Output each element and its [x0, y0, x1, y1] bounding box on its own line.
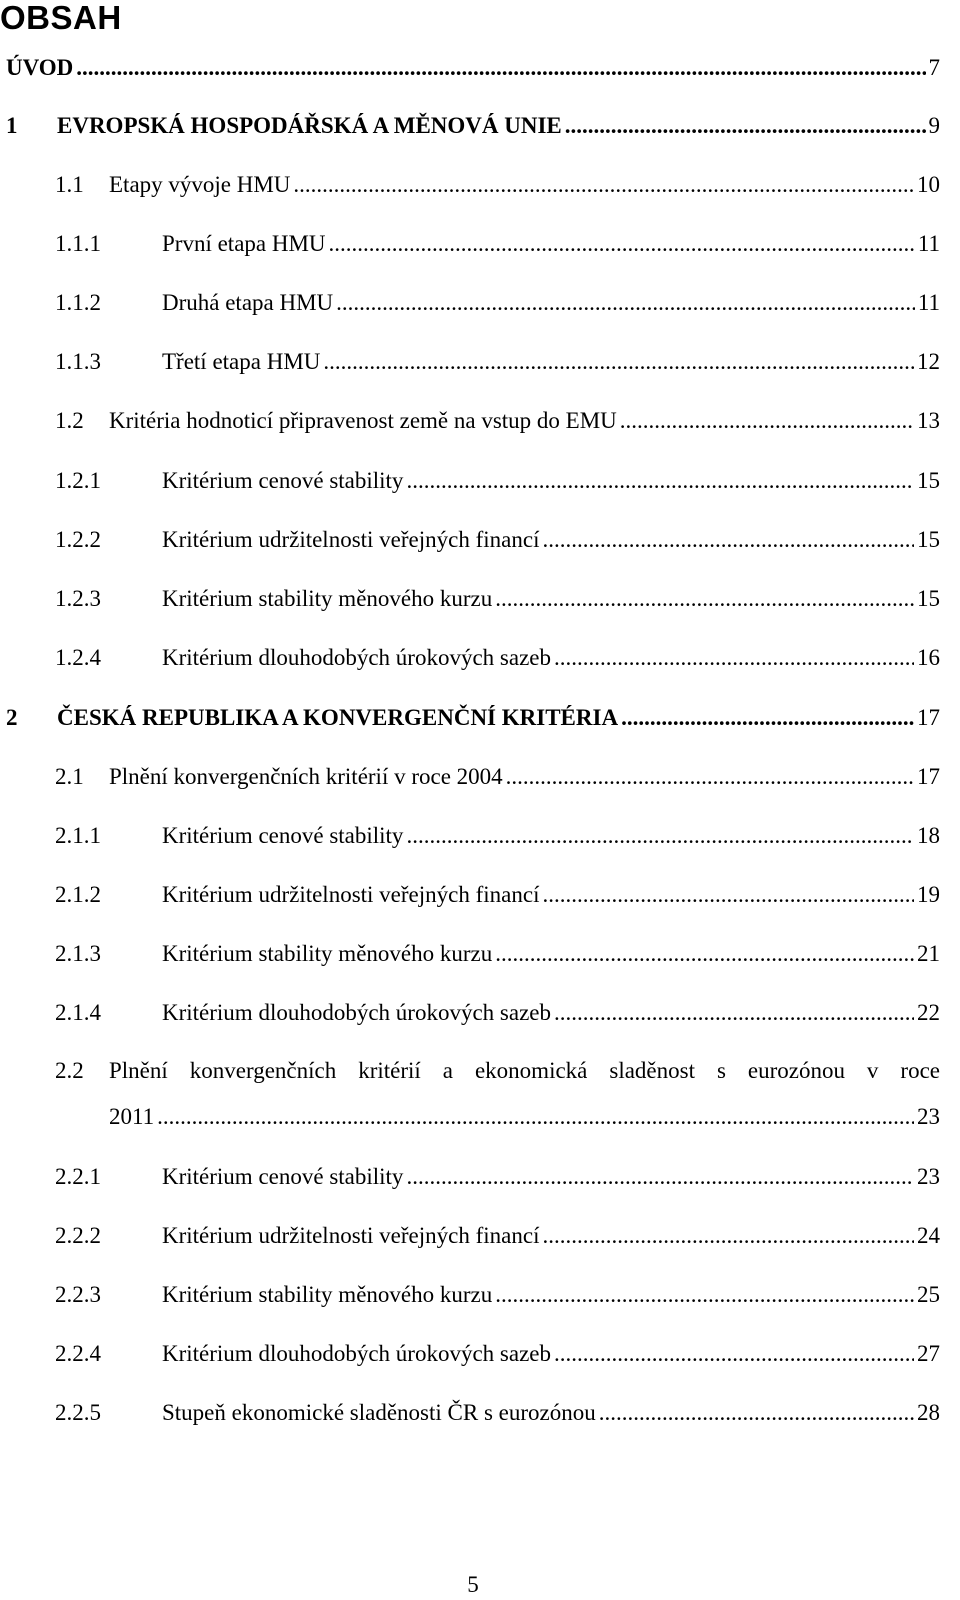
toc-entry-line	[162, 290, 940, 316]
toc-entry-page: 7	[928, 55, 940, 80]
toc-entry-title: Kritérium udržitelnosti veřejných financí	[162, 882, 540, 907]
toc-entry-page: 15	[917, 586, 940, 611]
toc-entry-number: 2.1.3	[55, 941, 101, 966]
toc-dot-leader	[323, 349, 914, 375]
toc-entry-number: 2.2.4	[55, 1341, 101, 1366]
toc-entry-page: 21	[917, 941, 940, 966]
toc-entry-page: 25	[917, 1282, 940, 1307]
toc-entry-number: 2.2.3	[55, 1282, 101, 1307]
toc-dot-leader	[336, 290, 915, 316]
toc-entry-page: 19	[917, 882, 940, 907]
toc-entry-title: Kritéria hodnoticí připravenost země na vstup do EMU	[109, 408, 617, 433]
toc-dot-leader	[554, 1341, 914, 1367]
toc-dot-leader	[495, 1282, 914, 1308]
toc-entry-line	[162, 1164, 940, 1190]
toc-entry-line	[57, 113, 940, 139]
toc-dot-leader	[495, 586, 914, 612]
toc-dot-leader	[406, 823, 914, 849]
toc-entry-page: 27	[917, 1341, 940, 1366]
toc-dot-leader	[157, 1104, 914, 1130]
toc-entry-page: 28	[917, 1400, 940, 1425]
toc-entry-title: Plnění konvergenčních kritérií v roce 2004	[109, 764, 503, 789]
page-title: OBSAH	[0, 0, 122, 36]
toc-entry-title: Kritérium dlouhodobých úrokových sazeb	[162, 645, 551, 670]
toc-entry-number: 2.1.2	[55, 882, 101, 907]
toc-entry-title: Kritérium stability měnového kurzu	[162, 941, 493, 966]
toc-entry-number: 2.2	[55, 1058, 84, 1083]
toc-entry-page: 16	[917, 645, 940, 670]
toc-entry-page: 13	[917, 408, 940, 433]
toc-dot-leader	[506, 764, 914, 790]
toc-dot-leader	[620, 408, 914, 434]
toc-entry-line	[6, 55, 940, 81]
toc-entry-line	[162, 823, 940, 849]
toc-dot-leader	[542, 527, 914, 553]
toc-entry-line	[162, 1000, 940, 1026]
toc-entry-line	[162, 1223, 940, 1249]
toc-dot-leader	[621, 705, 914, 731]
toc-entry-number: 1.2.3	[55, 586, 101, 611]
toc-entry-title: První etapa HMU	[162, 231, 326, 256]
toc-entry-number: 1.1.2	[55, 290, 101, 315]
toc-dot-leader	[554, 1000, 914, 1026]
toc-entry-number: 1.2.1	[55, 468, 101, 493]
toc-entry-page: 22	[917, 1000, 940, 1025]
toc-entry-number: 2	[6, 705, 18, 730]
toc-entry-page: 9	[928, 113, 940, 138]
toc-entry-title: Kritérium dlouhodobých úrokových sazeb	[162, 1000, 551, 1025]
toc-entry-number: 1.2	[55, 408, 84, 433]
toc-dot-leader	[406, 1164, 914, 1190]
toc-dot-leader	[542, 882, 914, 908]
toc-entry-number: 1.1.1	[55, 231, 101, 256]
toc-entry-line	[109, 408, 940, 434]
toc-entry-page: 18	[917, 823, 940, 848]
toc-entry-line	[109, 1104, 940, 1130]
toc-entry-title: Kritérium cenové stability	[162, 1164, 404, 1189]
toc-entry-title: 2011	[109, 1104, 155, 1129]
toc-entry-title: Kritérium stability měnového kurzu	[162, 1282, 493, 1307]
toc-entry-number: 2.2.5	[55, 1400, 101, 1425]
toc-entry-line	[162, 231, 940, 257]
toc-entry-number: 2.2.2	[55, 1223, 101, 1248]
toc-entry-page: 17	[917, 764, 940, 789]
toc-entry-page: 12	[917, 349, 940, 374]
toc-dot-leader	[495, 941, 914, 967]
toc-entry-line	[162, 349, 940, 375]
toc-entry-line	[162, 1341, 940, 1367]
toc-entry-line	[57, 705, 940, 731]
toc-dot-leader	[565, 113, 926, 139]
toc-entry-number: 1.2.2	[55, 527, 101, 552]
toc-entry-line	[109, 764, 940, 790]
toc-entry-line	[162, 468, 940, 494]
toc-entry-title: Kritérium stability měnového kurzu	[162, 586, 493, 611]
toc-entry-title: Plnění konvergenčních kritérií a ekonomická sladěnost s eurozónou v roce	[109, 1058, 940, 1083]
toc-entry-page: 15	[917, 527, 940, 552]
toc-entry-line	[162, 1400, 940, 1426]
toc-entry-title: Kritérium udržitelnosti veřejných financí	[162, 1223, 540, 1248]
toc-entry-title: ČESKÁ REPUBLIKA A KONVERGENČNÍ KRITÉRIA	[57, 705, 619, 730]
toc-entry-title: Kritérium udržitelnosti veřejných financí	[162, 527, 540, 552]
toc-entry-page: 23	[917, 1104, 940, 1129]
toc-dot-leader	[76, 55, 925, 81]
toc-entry-title: Kritérium dlouhodobých úrokových sazeb	[162, 1341, 551, 1366]
toc-entry-page: 23	[917, 1164, 940, 1189]
toc-entry-number: 1.1	[55, 172, 84, 197]
toc-entry-page: 10	[917, 172, 940, 197]
toc-entry-title: Třetí etapa HMU	[162, 349, 321, 374]
toc-entry-page: 15	[917, 468, 940, 493]
toc-entry-title: Druhá etapa HMU	[162, 290, 334, 315]
toc-entry-title: Stupeň ekonomické sladěnosti ČR s eurozónou	[162, 1400, 596, 1425]
toc-entry-number: 2.2.1	[55, 1164, 101, 1189]
toc-dot-leader	[293, 172, 914, 198]
toc-dot-leader	[599, 1400, 914, 1426]
toc-entry-number: 1.2.4	[55, 645, 101, 670]
toc-entry-line	[162, 645, 940, 671]
toc-entry-page: 11	[917, 231, 940, 256]
toc-entry-title: Kritérium cenové stability	[162, 823, 404, 848]
toc-dot-leader	[542, 1223, 914, 1249]
toc-entry-number: 2.1.1	[55, 823, 101, 848]
toc-entry-title: Etapy vývoje HMU	[109, 172, 291, 197]
toc-entry-number: 1	[6, 113, 18, 138]
toc-entry-line	[162, 1282, 940, 1308]
toc-entry-line	[109, 172, 940, 198]
toc-entry-line	[162, 586, 940, 612]
toc-entry-number: 1.1.3	[55, 349, 101, 374]
toc-entry-line	[162, 941, 940, 967]
toc-entry-title: ÚVOD	[6, 55, 74, 80]
toc-entry-title: Kritérium cenové stability	[162, 468, 404, 493]
toc-entry-line	[162, 527, 940, 553]
toc-entry-page: 24	[917, 1223, 940, 1248]
toc-dot-leader	[406, 468, 914, 494]
page-number: 5	[467, 1572, 479, 1597]
toc-dot-leader	[329, 231, 915, 257]
toc-entry-page: 11	[917, 290, 940, 315]
toc-dot-leader	[554, 645, 914, 671]
toc-entry-title: EVROPSKÁ HOSPODÁŘSKÁ A MĚNOVÁ UNIE	[57, 113, 562, 138]
toc-entry-line	[162, 882, 940, 908]
toc-entry-number: 2.1.4	[55, 1000, 101, 1025]
toc-entry-page: 17	[917, 705, 940, 730]
toc-entry-number: 2.1	[55, 764, 84, 789]
